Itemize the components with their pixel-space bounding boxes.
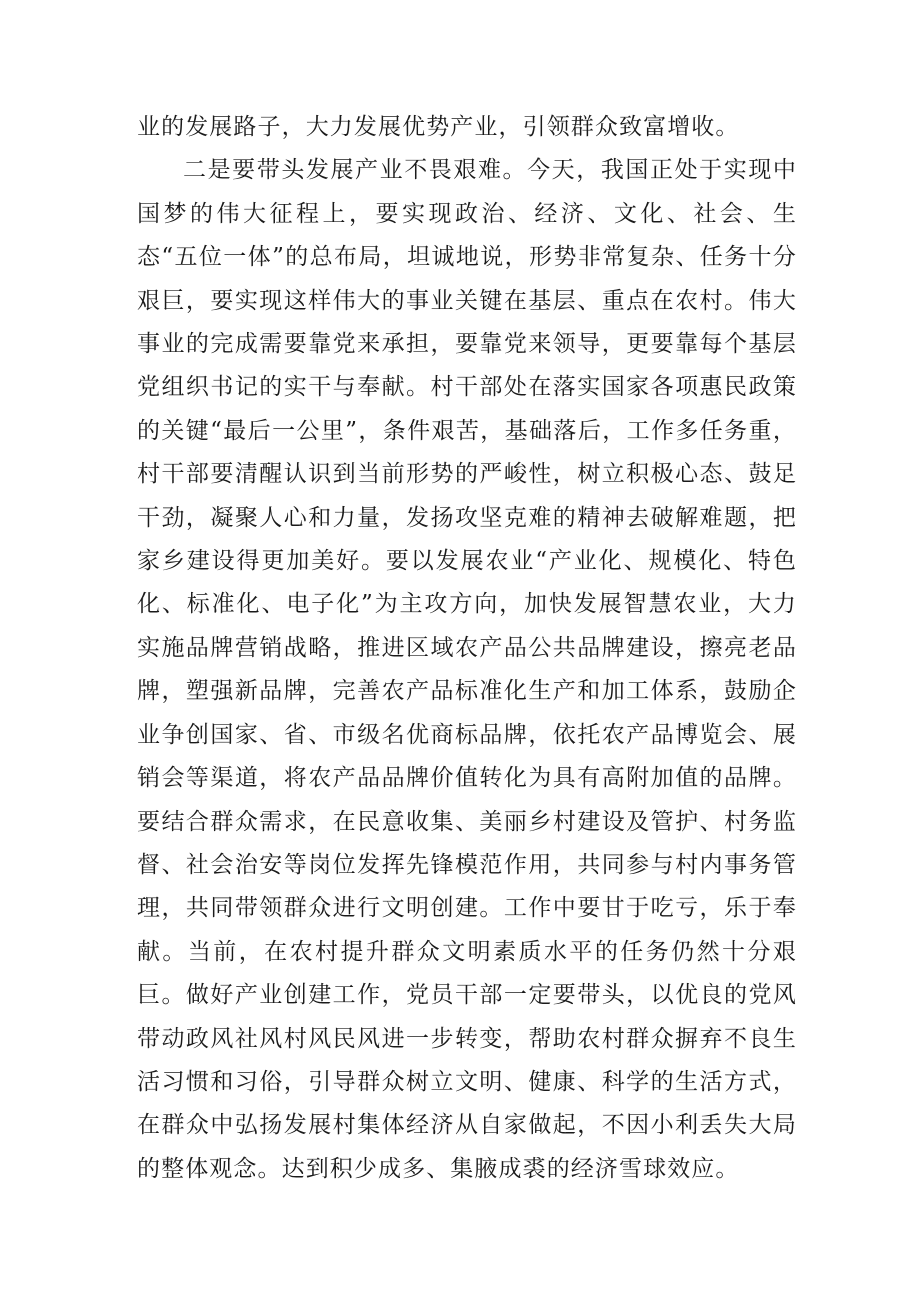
paragraph-second-point: 二是要带头发展产业不畏艰难。今天，我国正处于实现中国梦的伟大征程上，要实现政治、经济、文化、社会、生态“五位一体”的总布局，坦诚地说，形势非常复杂、任务十分艰巨，要实现这样伟大的事业关键在基层、重点在农村。伟大事业的完成需要靠党来承担，要靠党来领导，更要靠每个基层党组织书记的实干与奉献。村干部处在落实国家各项惠民政策的关键“最后一公里”，条件艰苦，基础落后，工作多任务重，村干部要清醒认识到当前形势的严峻性，树立积极心态、鼓足干劲，凝聚人心和力量，发扬攻坚克难的精神去破解难题，把家乡建设得更加美好。要以发展农业“产业化、规模化、特色化、标准化、电子化”为主攻方向，加快发展智慧农业，大力实施品牌营销战略，推进区域农产品公共品牌建设，擦亮老品牌，塑强新品牌，完善农产品标准化生产和加工体系，鼓励企业争创国家、省、市级名优商标品牌，依托农产品博览会、展销会等渠道，将农产品品牌价值转化为具有高附加值的品牌。要结合群众需求，在民意收集、美丽乡村建设及管护、村务监督、社会治安等岗位发挥先锋模范作用，共同参与村内事务管理，共同带领群众进行文明创建。工作中要甘于吃亏，乐于奉献。当前，在农村提升群众文明素质水平的任务仍然十分艰巨。做好产业创建工作，党员干部一定要带头，以优良的党风带动政风社风村风民风进一步转变，帮助农村群众摒弃不良生活习惯和习俗，引导群众树立文明、健康、科学的生活方式，在群众中弘扬发展村集体经济从自家做起，不因小利丢失大局的整体观念。达到积少成多、集腋成裘的经济雪球效应。 <box>137 157 797 1182</box>
body-text <box>137 106 797 1191</box>
paragraph-continuation: 业的发展路子，大力发展优势产业，引领群众致富增收。 <box>137 114 740 140</box>
